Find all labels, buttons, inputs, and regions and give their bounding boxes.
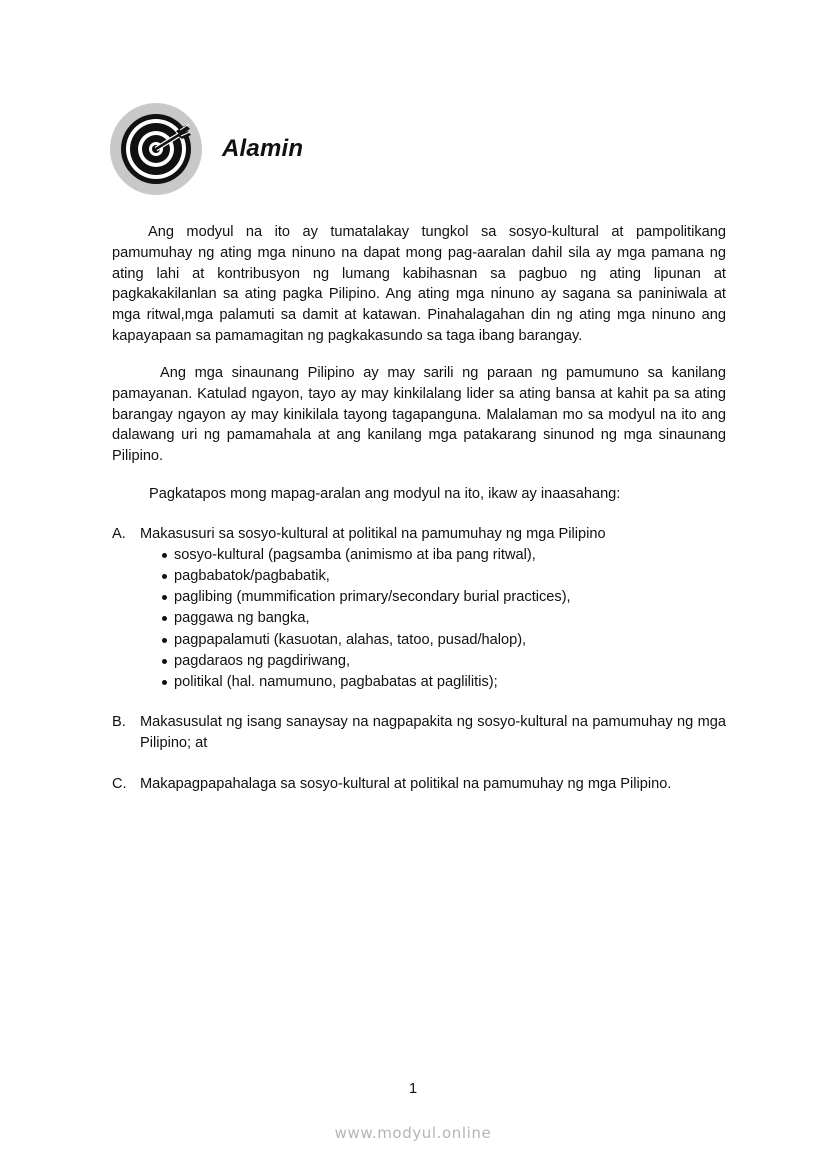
bullet-icon bbox=[162, 638, 167, 643]
section-title: Alamin bbox=[222, 135, 304, 162]
bullet-icon bbox=[162, 595, 167, 600]
bullet-icon bbox=[162, 680, 167, 685]
bullet-icon bbox=[162, 616, 167, 621]
objective-text: Makasusulat ng isang sanaysay na nagpapakita ng sosyo-kultural na pamumuhay ng mga Pilipino; at bbox=[140, 714, 726, 751]
objective-letter: C. bbox=[112, 776, 127, 792]
objective-a bbox=[112, 524, 726, 693]
leadership-paragraph bbox=[112, 363, 726, 467]
bullet-icon bbox=[162, 553, 167, 558]
objective-letter: A. bbox=[112, 526, 126, 542]
watermark: www.modyul.online bbox=[334, 1124, 492, 1142]
list-item-text: pagdaraos ng pagdiriwang, bbox=[174, 652, 351, 669]
list-item-text: paglibing (mummification primary/secondary burial practices), bbox=[174, 589, 571, 606]
target-arrow-icon bbox=[110, 103, 202, 195]
page-number: 1 bbox=[408, 1081, 418, 1097]
list-item bbox=[161, 608, 726, 629]
list-item bbox=[161, 630, 726, 651]
intro-paragraph bbox=[112, 222, 726, 347]
section-header bbox=[110, 103, 304, 195]
list-item bbox=[161, 587, 726, 608]
paragraph-text: Ang modyul na ito ay tumatalakay tungkol sa sosyo-kultural at pampolitikang pamumuhay ng ating mga ninuno na dapat mong pag-aaralan dahil sila ay mga pamana ng ating lahi at kontribusyon ng lumang kabihasnan sa pagbuo ng ating lipunan at pagkakakilanlan sa ating pagka Pilipino. Ang ating mga ninuno ay sagana sa paniniwala at mga ritwal,mga palamuti sa damit at katawan. Pinahalagahan din ng ating mga ninuno ang kapayapaan sa pamamagitan ng pagkakasundo sa taga ibang barangay. bbox=[112, 224, 726, 344]
objectives-intro bbox=[112, 484, 726, 505]
objective-text: Makasusuri sa sosyo-kultural at politikal na pamumuhay ng mga Pilipino bbox=[140, 526, 606, 542]
objective-c bbox=[112, 774, 726, 795]
list-item bbox=[161, 566, 726, 587]
list-item-text: pagbabatok/pagbabatik, bbox=[174, 568, 330, 584]
objective-text: Makapagpapahalaga sa sosyo-kultural at politikal na pamumuhay ng mga Pilipino. bbox=[140, 776, 672, 792]
objective-b bbox=[112, 712, 726, 754]
objective-bullet-list bbox=[161, 545, 726, 693]
list-item-text: pagpapalamuti (kasuotan, alahas, tatoo, pusad/halop), bbox=[174, 631, 527, 648]
objective-letter: B. bbox=[112, 714, 126, 730]
paragraph-text: Pagkatapos mong mapag-aralan ang modyul na ito, ikaw ay inaasahang: bbox=[149, 486, 621, 502]
list-item bbox=[161, 545, 726, 566]
list-item bbox=[161, 672, 726, 693]
list-item bbox=[161, 651, 726, 672]
list-item-text: politikal (hal. namumuno, pagbabatas at paglilitis); bbox=[174, 674, 498, 691]
paragraph-text: Ang mga sinaunang Pilipino ay may sarili ng paraan ng pamumuno sa kanilang pamayanan. Katulad ngayon, tayo ay may kinkilalang lider sa ating bansa at kahit pa sa ating barangay ngayon ay may kinikilala tayong tagapanguna. Malalaman mo sa modyul na ito ang dalawang uri ng pamamahala at ang kanilang mga patakarang sinunod ng mga sinaunang Pilipino. bbox=[112, 365, 726, 465]
bullet-icon bbox=[162, 659, 167, 664]
list-item-text: paggawa ng bangka, bbox=[174, 610, 310, 627]
list-item-text: sosyo-kultural (pagsamba (animismo at iba pang ritwal), bbox=[174, 546, 536, 563]
bullet-icon bbox=[162, 574, 167, 579]
